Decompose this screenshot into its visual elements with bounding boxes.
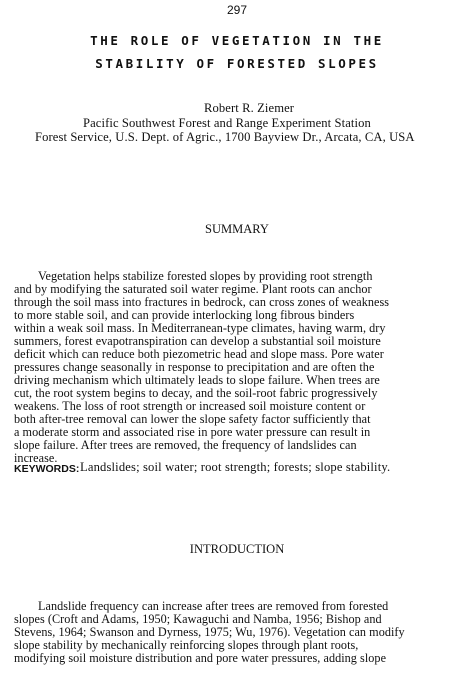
introduction-line: modifying soil moisture distribution and pore water pressures, adding slope xyxy=(14,651,387,665)
introduction-heading: INTRODUCTION xyxy=(189,542,285,556)
summary-line: pressures change seasonally in response to precipitation and are often the xyxy=(14,360,375,374)
summary-heading: SUMMARY xyxy=(205,222,269,236)
introduction-line: Landslide frequency can increase after trees are removed from forested xyxy=(38,599,389,613)
affiliation-line-2: Forest Service, U.S. Dept. of Agric., 1700 Bayview Dr., Arcata, CA, USA xyxy=(35,130,415,144)
summary-line: cut, the root system begins to decay, and the soil-root fabric progressively xyxy=(14,386,378,400)
summary-line: Vegetation helps stabilize forested slopes by providing root strength xyxy=(38,269,373,283)
page-number: 297 xyxy=(226,3,248,17)
summary-line: and by modifying the saturated soil water regime. Plant roots can anchor xyxy=(14,282,372,296)
keywords-label: KEYWORDS: xyxy=(14,463,80,475)
summary-line: weakens. The loss of root strength or increased soil moisture content or xyxy=(14,399,366,413)
introduction-line: Stevens, 1964; Swanson and Dyrness, 1975; Wu, 1976). Vegetation can modify xyxy=(14,625,405,639)
title-line-2: STABILITY OF FORESTED SLOPES xyxy=(95,56,379,71)
summary-line: to more stable soil, and can provide interlocking long fibrous binders xyxy=(14,308,355,322)
summary-line: through the soil mass into fractures in bedrock, can cross zones of weakness xyxy=(14,295,390,309)
introduction-line: slope stability by mechanically reinforcing slopes through plant roots, xyxy=(14,638,359,652)
summary-line: within a weak soil mass. In Mediterranean-type climates, having warm, dry xyxy=(14,321,386,335)
summary-line: increase. xyxy=(14,451,58,465)
summary-line: both after-tree removal can lower the slope safety factor sufficiently that xyxy=(14,412,371,426)
author-name: Robert R. Ziemer xyxy=(204,101,295,115)
summary-line: deficit which can reduce both piezometric head and slope mass. Pore water xyxy=(14,347,384,361)
keywords-text: Landslides; soil water; root strength; forests; slope stability. xyxy=(80,460,391,474)
introduction-line: slopes (Croft and Adams, 1950; Kawaguchi and Namba, 1956; Bishop and xyxy=(14,612,382,626)
affiliation-line-1: Pacific Southwest Forest and Range Experiment Station xyxy=(83,116,371,130)
summary-line: driving mechanism which ultimately leads to slope failure. When trees are xyxy=(14,373,380,387)
summary-line: slope failure. After trees are removed, the frequency of landslides can xyxy=(14,438,357,452)
summary-line: summers, forest evapotranspiration can develop a substantial soil moisture xyxy=(14,334,381,348)
title-line-1: THE ROLE OF VEGETATION IN THE xyxy=(90,33,384,48)
summary-line: a moderate storm and associated rise in pore water pressure can result in xyxy=(14,425,371,439)
